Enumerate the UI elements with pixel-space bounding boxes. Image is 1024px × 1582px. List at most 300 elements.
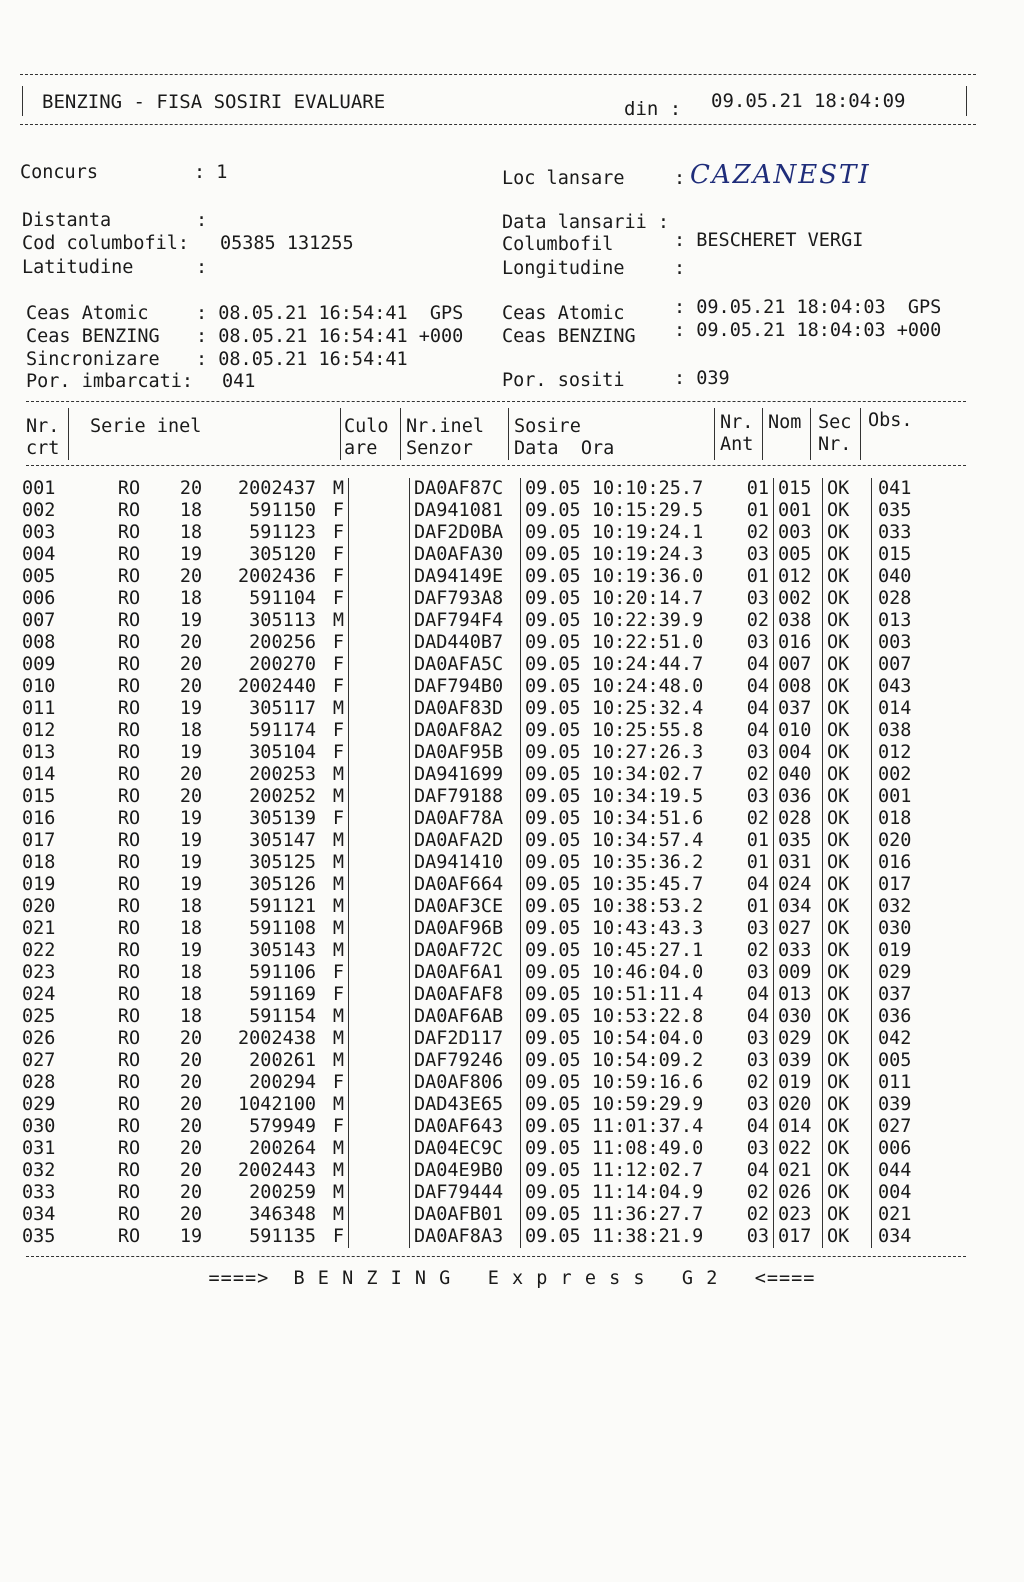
cell-sec: OK [823, 1138, 872, 1160]
cell-nr: 026 [22, 1028, 56, 1049]
cell-nom: 010 [774, 720, 823, 742]
cell-dt: 09.05 10:20:14.7 [525, 588, 704, 609]
cell-sensor: DAF79444 [410, 1182, 521, 1204]
cell-nr: 007 [22, 610, 56, 631]
cell-co: RO [117, 1028, 141, 1049]
cell-nr: 002 [22, 500, 56, 521]
cell-sex: M [322, 830, 349, 852]
cell-sec: OK [823, 478, 872, 500]
cell-dt: 09.05 10:19:24.1 [525, 522, 704, 543]
latitudine-label: Latitudine [22, 257, 134, 278]
cell-co: RO [117, 830, 141, 851]
cell-dt: 09.05 10:38:53.2 [525, 896, 704, 917]
cell-spacer [349, 742, 410, 764]
cell-sec: OK [823, 1050, 872, 1072]
cell-sec: OK [823, 962, 872, 984]
cell-sensor: DA04EC9C [410, 1138, 521, 1160]
cell-sec: OK [823, 786, 872, 808]
cell-ring: 305143 [249, 940, 316, 961]
cell-ring: 591174 [249, 720, 316, 741]
cell-yr: 18 [179, 500, 203, 521]
cell-sex: M [322, 698, 349, 720]
cell-obs: 002 [878, 764, 912, 785]
cell-nr: 021 [22, 918, 56, 939]
cell-spacer [349, 764, 410, 786]
cell-ring: 200294 [249, 1072, 316, 1093]
cell-nom: 015 [774, 478, 823, 500]
table-row [22, 1226, 938, 1248]
cell-sex: F [322, 1226, 349, 1248]
cell-nr: 030 [22, 1116, 56, 1137]
title-bottom-border [20, 124, 976, 125]
cell-sex: F [322, 720, 349, 742]
table-row [22, 1116, 938, 1138]
cell-ant: 01 [725, 478, 774, 500]
cell-sec: OK [823, 1160, 872, 1182]
cell-sex: F [322, 808, 349, 830]
cod-columbofil-label: Cod columbofil: [22, 233, 190, 254]
cell-ring: 305147 [249, 830, 316, 851]
cell-sex: M [322, 896, 349, 918]
cell-co: RO [117, 764, 141, 785]
cell-nr: 006 [22, 588, 56, 609]
cell-spacer [68, 808, 88, 830]
cell-ring: 591169 [249, 984, 316, 1005]
cell-spacer [349, 918, 410, 940]
cell-spacer [349, 940, 410, 962]
cell-nom: 031 [774, 852, 823, 874]
cell-ant: 04 [725, 1116, 774, 1138]
cell-co: RO [117, 720, 141, 741]
cell-spacer [68, 984, 88, 1006]
cell-spacer [68, 720, 88, 742]
cell-spacer [68, 588, 88, 610]
cell-nr: 012 [22, 720, 56, 741]
cell-sec: OK [823, 500, 872, 522]
cell-ring: 305125 [249, 852, 316, 873]
cell-dt: 09.05 11:36:27.7 [525, 1204, 704, 1225]
cell-sensor: DA04E9B0 [410, 1160, 521, 1182]
cell-obs: 016 [878, 852, 912, 873]
cell-co: RO [117, 522, 141, 543]
header-divider [810, 408, 811, 460]
cell-spacer [349, 676, 410, 698]
table-row [22, 808, 938, 830]
columbofil-label: Columbofil [502, 234, 614, 255]
cell-ant: 04 [725, 1006, 774, 1028]
cell-sex: M [322, 918, 349, 940]
cell-spacer [349, 1138, 410, 1160]
cell-dt: 09.05 11:14:04.9 [525, 1182, 704, 1203]
cell-spacer [68, 830, 88, 852]
cell-spacer [68, 1226, 88, 1248]
table-row [22, 852, 938, 874]
cell-yr: 20 [179, 1072, 203, 1093]
cell-ant: 02 [725, 808, 774, 830]
concurs-value: : 1 [194, 162, 228, 183]
cell-obs: 007 [878, 654, 912, 675]
cell-obs: 039 [878, 1094, 912, 1115]
cell-ant: 01 [725, 830, 774, 852]
col-header-data-ora: Data Ora [514, 438, 615, 459]
cell-sec: OK [823, 654, 872, 676]
cell-ant: 02 [725, 940, 774, 962]
cell-sex: F [322, 566, 349, 588]
cell-ant: 03 [725, 962, 774, 984]
table-row [22, 1204, 938, 1226]
cell-dt: 09.05 10:19:36.0 [525, 566, 704, 587]
cell-sensor: DA0AF6A1 [410, 962, 521, 984]
table-row [22, 984, 938, 1006]
cell-spacer [349, 896, 410, 918]
cell-obs: 005 [878, 1050, 912, 1071]
cell-ring: 305139 [249, 808, 316, 829]
cell-sec: OK [823, 896, 872, 918]
cell-yr: 19 [179, 874, 203, 895]
cell-spacer [349, 1072, 410, 1094]
cell-obs: 027 [878, 1116, 912, 1137]
cell-nom: 023 [774, 1204, 823, 1226]
cell-spacer [349, 566, 410, 588]
cell-co: RO [117, 852, 141, 873]
sositi-value: : 039 [674, 368, 730, 389]
cell-nr: 011 [22, 698, 56, 719]
cell-spacer [349, 632, 410, 654]
table-row [22, 1160, 938, 1182]
col-header-nr-inel: Nr.inel [406, 416, 484, 437]
cell-co: RO [117, 1226, 141, 1247]
arrivals-table [22, 478, 938, 1248]
cell-sensor: DA94149E [410, 566, 521, 588]
table-row [22, 786, 938, 808]
cell-sensor: DA0AF643 [410, 1116, 521, 1138]
sincronizare-value: : 08.05.21 16:54:41 [196, 349, 408, 370]
cell-obs: 004 [878, 1182, 912, 1203]
cell-nr: 013 [22, 742, 56, 763]
cell-obs: 038 [878, 720, 912, 741]
cell-spacer [349, 544, 410, 566]
report-title: BENZING - FISA SOSIRI EVALUARE [42, 91, 386, 113]
cell-spacer [349, 1028, 410, 1050]
cell-sensor: DAF793A8 [410, 588, 521, 610]
cell-co: RO [117, 588, 141, 609]
cell-sec: OK [823, 698, 872, 720]
col-header-are: are [344, 438, 378, 459]
cell-sex: F [322, 522, 349, 544]
cell-sec: OK [823, 1028, 872, 1050]
cell-sec: OK [823, 588, 872, 610]
cell-ant: 03 [725, 1138, 774, 1160]
cell-spacer [349, 654, 410, 676]
cell-nr: 029 [22, 1094, 56, 1115]
din-label: din : [624, 98, 682, 120]
cell-nom: 017 [774, 1226, 823, 1248]
cell-obs: 014 [878, 698, 912, 719]
cell-dt: 09.05 10:34:02.7 [525, 764, 704, 785]
cell-obs: 043 [878, 676, 912, 697]
cell-yr: 20 [179, 1094, 203, 1115]
table-row [22, 588, 938, 610]
cell-yr: 19 [179, 544, 203, 565]
cell-ring: 305117 [249, 698, 316, 719]
cell-ant: 03 [725, 544, 774, 566]
table-row [22, 830, 938, 852]
cell-ring: 305113 [249, 610, 316, 631]
cell-nom: 019 [774, 1072, 823, 1094]
cell-sec: OK [823, 742, 872, 764]
cell-spacer [68, 566, 88, 588]
cell-ring: 591106 [249, 962, 316, 983]
cell-spacer [68, 654, 88, 676]
cell-spacer [68, 698, 88, 720]
cell-spacer [349, 522, 410, 544]
cell-ring: 591123 [249, 522, 316, 543]
cell-sensor: DA0AF96B [410, 918, 521, 940]
cell-yr: 20 [179, 1138, 203, 1159]
cell-spacer [349, 478, 410, 500]
header-divider [762, 408, 763, 460]
cell-sensor: DA0AF806 [410, 1072, 521, 1094]
cell-yr: 20 [179, 1204, 203, 1225]
loc-lansare-sep: : [674, 168, 686, 189]
cell-co: RO [117, 1050, 141, 1071]
table-row [22, 1028, 938, 1050]
cell-sec: OK [823, 522, 872, 544]
cell-nr: 014 [22, 764, 56, 785]
cell-sec: OK [823, 1072, 872, 1094]
columbofil-value: : BESCHERET VERGI [674, 230, 864, 251]
cell-spacer [68, 874, 88, 896]
cell-obs: 036 [878, 1006, 912, 1027]
cell-sensor: DA0AFA30 [410, 544, 521, 566]
cell-co: RO [117, 1138, 141, 1159]
cell-ant: 02 [725, 610, 774, 632]
cell-nr: 020 [22, 896, 56, 917]
title-top-border [20, 74, 976, 75]
cell-dt: 09.05 10:59:29.9 [525, 1094, 704, 1115]
cell-nom: 012 [774, 566, 823, 588]
cell-nr: 024 [22, 984, 56, 1005]
cell-ant: 01 [725, 566, 774, 588]
cell-co: RO [117, 1094, 141, 1115]
cell-dt: 09.05 10:34:19.5 [525, 786, 704, 807]
cell-nom: 034 [774, 896, 823, 918]
cell-sec: OK [823, 874, 872, 896]
cell-ring: 200256 [249, 632, 316, 653]
loc-lansare-label: Loc lansare [502, 168, 625, 189]
cell-dt: 09.05 10:25:55.8 [525, 720, 704, 741]
cell-ring: 579949 [249, 1116, 316, 1137]
cell-nr: 009 [22, 654, 56, 675]
ceas-benzing-right-label: Ceas BENZING [502, 326, 636, 347]
cell-co: RO [117, 940, 141, 961]
cell-yr: 18 [179, 962, 203, 983]
table-row [22, 654, 938, 676]
cell-nom: 028 [774, 808, 823, 830]
cell-sensor: DAF794B0 [410, 676, 521, 698]
cell-co: RO [117, 698, 141, 719]
cell-sensor: DAD43E65 [410, 1094, 521, 1116]
cell-co: RO [117, 1160, 141, 1181]
cell-spacer [349, 1006, 410, 1028]
cell-sec: OK [823, 1094, 872, 1116]
cell-nom: 008 [774, 676, 823, 698]
cell-spacer [68, 852, 88, 874]
col-header-nom: Nom [768, 412, 802, 433]
cell-obs: 044 [878, 1160, 912, 1181]
cell-yr: 20 [179, 1050, 203, 1071]
cell-co: RO [117, 654, 141, 675]
cell-obs: 034 [878, 1226, 912, 1247]
footer-banner: ====> B E N Z I N G E x p r e s s G 2 <==== [208, 1268, 816, 1289]
cell-ring: 591104 [249, 588, 316, 609]
cell-ant: 03 [725, 1050, 774, 1072]
cell-nom: 024 [774, 874, 823, 896]
cell-co: RO [117, 1006, 141, 1027]
cell-ring: 591150 [249, 500, 316, 521]
cell-obs: 020 [878, 830, 912, 851]
table-row [22, 1006, 938, 1028]
cell-sensor: DA0AF87C [410, 478, 521, 500]
cell-ring: 200261 [249, 1050, 316, 1071]
cell-sec: OK [823, 566, 872, 588]
cell-dt: 09.05 10:34:51.6 [525, 808, 704, 829]
cell-nr: 003 [22, 522, 56, 543]
table-row [22, 918, 938, 940]
col-header-nr: Nr. [26, 416, 60, 437]
cell-nom: 004 [774, 742, 823, 764]
cell-yr: 20 [179, 764, 203, 785]
cell-co: RO [117, 676, 141, 697]
cell-spacer [68, 1204, 88, 1226]
cell-ant: 04 [725, 984, 774, 1006]
longitudine-label: Longitudine [502, 258, 625, 279]
cell-dt: 09.05 10:59:16.6 [525, 1072, 704, 1093]
cell-ring: 2002443 [238, 1160, 316, 1181]
cell-spacer [68, 544, 88, 566]
cell-dt: 09.05 11:12:02.7 [525, 1160, 704, 1181]
cell-yr: 20 [179, 632, 203, 653]
cell-nr: 033 [22, 1182, 56, 1203]
cell-spacer [68, 918, 88, 940]
cell-co: RO [117, 632, 141, 653]
table-row [22, 874, 938, 896]
cell-co: RO [117, 1182, 141, 1203]
cell-ant: 01 [725, 852, 774, 874]
cell-co: RO [117, 962, 141, 983]
cell-nom: 030 [774, 1006, 823, 1028]
cell-nom: 026 [774, 1182, 823, 1204]
cell-sex: M [322, 1094, 349, 1116]
cell-co: RO [117, 808, 141, 829]
cell-ant: 03 [725, 742, 774, 764]
header-divider [714, 408, 715, 460]
cell-ant: 01 [725, 500, 774, 522]
cell-ant: 03 [725, 1226, 774, 1248]
cell-ring: 346348 [249, 1204, 316, 1225]
distanta-label: Distanta [22, 210, 112, 231]
table-row [22, 720, 938, 742]
cell-sex: F [322, 1116, 349, 1138]
cell-dt: 09.05 10:15:29.5 [525, 500, 704, 521]
cell-yr: 18 [179, 1006, 203, 1027]
table-row [22, 522, 938, 544]
report-datetime: 09.05.21 18:04:09 [711, 90, 906, 112]
cell-sex: M [322, 478, 349, 500]
cell-sensor: DA0AFB01 [410, 1204, 521, 1226]
cell-nr: 031 [22, 1138, 56, 1159]
cell-yr: 20 [179, 1182, 203, 1203]
table-row [22, 1094, 938, 1116]
col-header-ant: Ant [720, 434, 754, 455]
cell-obs: 029 [878, 962, 912, 983]
cell-sensor: DA0AF83D [410, 698, 521, 720]
cell-co: RO [117, 610, 141, 631]
cell-ant: 03 [725, 588, 774, 610]
cell-dt: 09.05 10:54:09.2 [525, 1050, 704, 1071]
cell-yr: 20 [179, 1160, 203, 1181]
cell-yr: 18 [179, 522, 203, 543]
cell-co: RO [117, 874, 141, 895]
cell-dt: 09.05 10:10:25.7 [525, 478, 704, 499]
cell-sensor: DAF794F4 [410, 610, 521, 632]
cell-sex: M [322, 1204, 349, 1226]
cell-ring: 591121 [249, 896, 316, 917]
cell-spacer [349, 720, 410, 742]
cell-spacer [68, 632, 88, 654]
cell-sex: M [322, 1050, 349, 1072]
cell-ring: 2002438 [238, 1028, 316, 1049]
cell-spacer [349, 1160, 410, 1182]
cell-obs: 040 [878, 566, 912, 587]
cell-co: RO [117, 918, 141, 939]
cell-ring: 200264 [249, 1138, 316, 1159]
header-divider [340, 408, 341, 460]
cell-sex: F [322, 544, 349, 566]
col-header-sec: Sec [818, 412, 852, 433]
cell-spacer [349, 808, 410, 830]
cell-ring: 2002436 [238, 566, 316, 587]
table-row [22, 610, 938, 632]
cell-obs: 030 [878, 918, 912, 939]
cell-sex: F [322, 742, 349, 764]
cell-sensor: DA0AF8A2 [410, 720, 521, 742]
cell-nom: 016 [774, 632, 823, 654]
cell-spacer [68, 1116, 88, 1138]
cell-ant: 03 [725, 786, 774, 808]
cell-ring: 200252 [249, 786, 316, 807]
cell-yr: 19 [179, 830, 203, 851]
cell-ring: 305104 [249, 742, 316, 763]
cell-dt: 09.05 11:01:37.4 [525, 1116, 704, 1137]
cell-yr: 18 [179, 984, 203, 1005]
cell-spacer [349, 852, 410, 874]
cell-spacer [349, 962, 410, 984]
cell-ring: 305120 [249, 544, 316, 565]
cell-obs: 033 [878, 522, 912, 543]
cell-sensor: DAD440B7 [410, 632, 521, 654]
col-header-senzor: Senzor [406, 438, 473, 459]
cell-nom: 003 [774, 522, 823, 544]
cell-ring: 305126 [249, 874, 316, 895]
imbarcati-value: 041 [222, 371, 256, 392]
cell-obs: 012 [878, 742, 912, 763]
cell-sex: M [322, 764, 349, 786]
cell-sensor: DA0AF72C [410, 940, 521, 962]
cell-spacer [349, 588, 410, 610]
cell-nom: 033 [774, 940, 823, 962]
cell-sex: M [322, 874, 349, 896]
